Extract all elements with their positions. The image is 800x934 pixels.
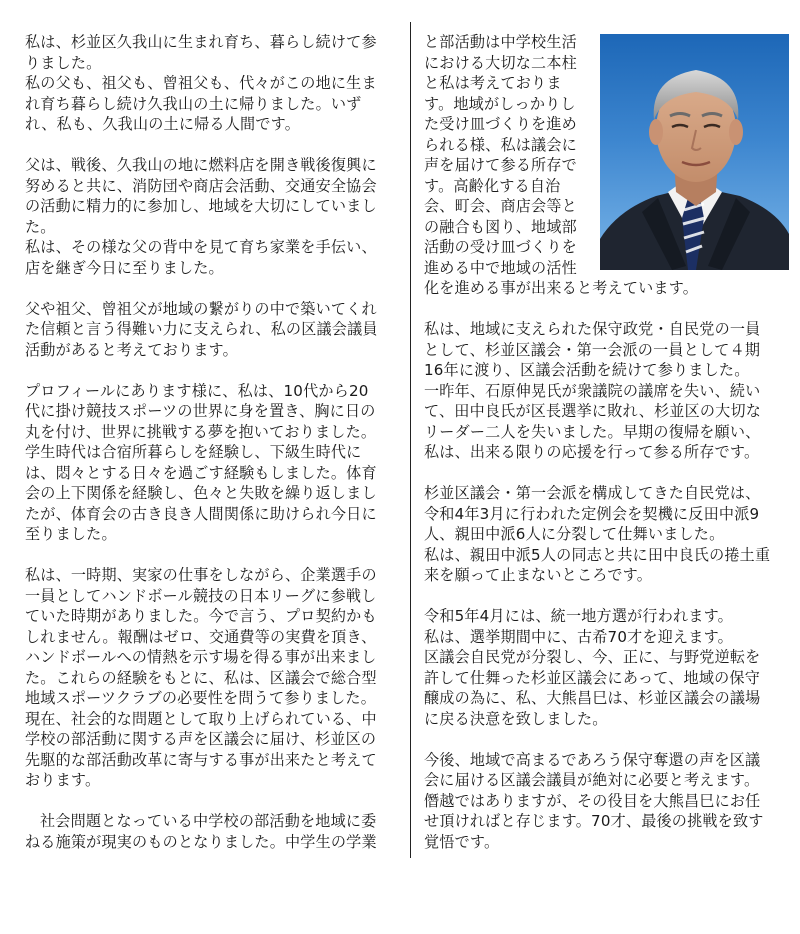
paragraph-election <box>424 606 792 729</box>
text-line: 一昨年、石原伸晃氏が衆議院の議席を失い、続い <box>424 381 761 400</box>
text-line: 努めると共に、消防団や商店会活動、交通安全協会 <box>25 176 377 195</box>
text-line: 代に掛け競技スポーツの世界に身を置き、胸に日の <box>25 402 376 420</box>
right-column <box>424 32 792 873</box>
text-line: す。地域がしっかりし <box>424 94 576 113</box>
text-line: 私は、杉並区久我山に生まれ育ち、暮らし続けて参 <box>25 33 377 51</box>
text-line: 16年に渡り、区議会活動を続けて参りました。 <box>424 361 750 379</box>
paragraph-origin <box>25 32 401 135</box>
text-line: しれません。報酬はゼロ、交通費等の実費を頂き、 <box>25 627 377 646</box>
text-line: 活動があると考えております。 <box>25 340 238 359</box>
text-line: の活動に精力的に参加し、地域を大切にしていまし <box>25 197 377 215</box>
text-line: て、田中良氏が区長選挙に敗れ、杉並区の大切な <box>424 402 762 420</box>
text-line: ハンドボールへの情熱を示す場を得る事が出来まし <box>25 648 377 666</box>
text-line: れ、私も、久我山の土に帰る人間です。 <box>25 115 300 133</box>
text-line: 来を願って止まないところです。 <box>424 566 653 584</box>
text-line: 区議会自民党が分裂し、今、正に、与野党逆転を <box>424 648 761 666</box>
text-line: に戻る決意を致しました。 <box>424 709 608 728</box>
text-line: 学校の部活動に関する声を区議会に届け、杉並区の <box>25 730 377 748</box>
text-line: せ頂ければと存じます。70才、最後の挑戦を致す <box>424 812 764 830</box>
paragraph-club-activities <box>25 811 401 852</box>
text-line: 人、親田中派6人に分裂して仕舞いました。 <box>424 525 725 543</box>
text-line: 一員としてハンドボール競技の日本リーグに参戦し <box>25 586 377 605</box>
text-line: 私は、一時期、実家の仕事をしながら、企業選手の <box>25 566 377 584</box>
text-line: 許して仕舞った杉並区議会にあって、地域の保守 <box>424 668 761 687</box>
text-line: た受け皿づくりを進め <box>424 115 577 133</box>
text-line: た。 <box>25 217 56 236</box>
text-line: 醸成の為に、私、大熊昌巳は、杉並区議会の議場 <box>424 689 761 707</box>
text-line: 学生時代は合宿所暮らしを経験し、下級生時代に <box>25 443 362 461</box>
text-line: 現在、社会的な問題として取り上げられている、中 <box>25 709 377 728</box>
text-line: における大切な二本柱 <box>424 53 577 72</box>
text-line: 私の父も、祖父も、曾祖父も、代々がこの地に生ま <box>25 74 377 92</box>
text-line: ていた時期がありました。今で言う、プロ契約かも <box>25 607 377 625</box>
paragraph-trust <box>25 299 401 361</box>
paragraph-final-challenge <box>424 750 792 853</box>
text-line: は、悶々とする日々を過ごす経験もしました。体育 <box>25 463 377 482</box>
text-line: プロフィールにあります様に、私は、10代から20 <box>25 381 369 400</box>
column-divider <box>410 22 411 858</box>
text-line: す。高齢化する自治 <box>424 176 561 195</box>
text-line: の融合も図り、地域部 <box>424 217 577 236</box>
text-line: 私は、その様な父の背中を見て育ち家業を手伝い、 <box>25 238 377 256</box>
text-line: として、杉並区議会・第一会派の一員として４期 <box>424 340 761 359</box>
text-line: と部活動は中学校生活 <box>424 33 577 51</box>
text-line: た信頼と言う得難い力に支えられ、私の区議会議員 <box>25 320 378 338</box>
text-line: 私は、親田中派5人の同志と共に田中良氏の捲土重 <box>424 545 771 564</box>
text-line: おります。 <box>25 771 101 789</box>
text-line: 令和5年4月には、統一地方選が行われます。 <box>424 607 733 625</box>
paragraph-ldp-member <box>424 319 792 463</box>
text-line: た。これらの経験をもとに、私は、区議会で総合型 <box>25 668 377 687</box>
text-line: 会、町会、商店会等と <box>424 197 577 215</box>
text-line: りました。 <box>25 53 102 72</box>
text-line: 進める中で地域の活性 <box>424 258 577 277</box>
text-line: 父は、戦後、久我山の地に燃料店を開き戦後復興に <box>25 156 377 174</box>
text-line: 会の上下関係を経験し、色々と失敗を繰り返しまし <box>25 484 377 502</box>
text-line: たが、体育会の古き良き人間関係に助けられ今日に <box>25 504 377 523</box>
text-line: リーダー二人を失いました。早期の復帰を願い、 <box>424 422 761 441</box>
text-line: 令和4年3月に行われた定例会を契機に反田中派9 <box>424 504 760 523</box>
text-line: 私は、地域に支えられた保守政党・自民党の一員 <box>424 320 761 338</box>
text-line: 父や祖父、曾祖父が地域の繋がりの中で築いてくれ <box>25 299 377 318</box>
text-line: 化を進める事が出来ると考えています。 <box>424 279 699 297</box>
text-line: 声を届けて参る所存で <box>424 156 577 174</box>
text-line: 地域スポーツクラブの必要性を問うて参りました。 <box>25 689 377 707</box>
text-line: 社会問題となっている中学校の部活動を地域に委 <box>40 812 377 830</box>
text-line: 杉並区議会・第一会派を構成してきた自民党は、 <box>424 484 761 502</box>
text-line: 会に届ける区議会議員が絶対に必要と考えます。 <box>424 771 760 789</box>
text-line: られる様、私は議会に <box>424 135 577 154</box>
text-line: 覚悟です。 <box>424 832 500 851</box>
text-line: 活動の受け皿づくりを <box>424 238 577 256</box>
paragraph-party-split <box>424 483 792 586</box>
text-line: 店を継ぎ今日に至りました。 <box>25 258 224 277</box>
paragraph-father <box>25 155 401 278</box>
paragraph-handball <box>25 565 401 791</box>
text-line: 至りました。 <box>25 525 117 543</box>
text-line: 私は、選挙期間中に、古希70才を迎えます。 <box>424 627 733 646</box>
text-line: 先駆的な部活動改革に寄与する事が出来たと考えて <box>25 750 377 769</box>
paragraph-profile <box>25 381 401 545</box>
text-line: 今後、地域で高まるであろう保守奪還の声を区議 <box>424 750 761 769</box>
paragraph-community-clubs <box>424 32 792 299</box>
text-line: 丸を付け、世界に挑戦する夢を抱いておりました。 <box>25 422 377 441</box>
text-line: 僭越ではありますが、その役目を大熊昌巳にお任 <box>424 791 761 810</box>
left-column <box>25 32 401 873</box>
text-line: れ育ち暮らし続け久我山の土に帰りました。いず <box>25 94 362 113</box>
text-line: ねる施策が現実のものとなりました。中学生の学業 <box>25 832 377 851</box>
text-line: 私は、出来る限りの応援を行って参る所存です。 <box>424 443 760 461</box>
text-line: と私は考えておりま <box>424 74 562 92</box>
